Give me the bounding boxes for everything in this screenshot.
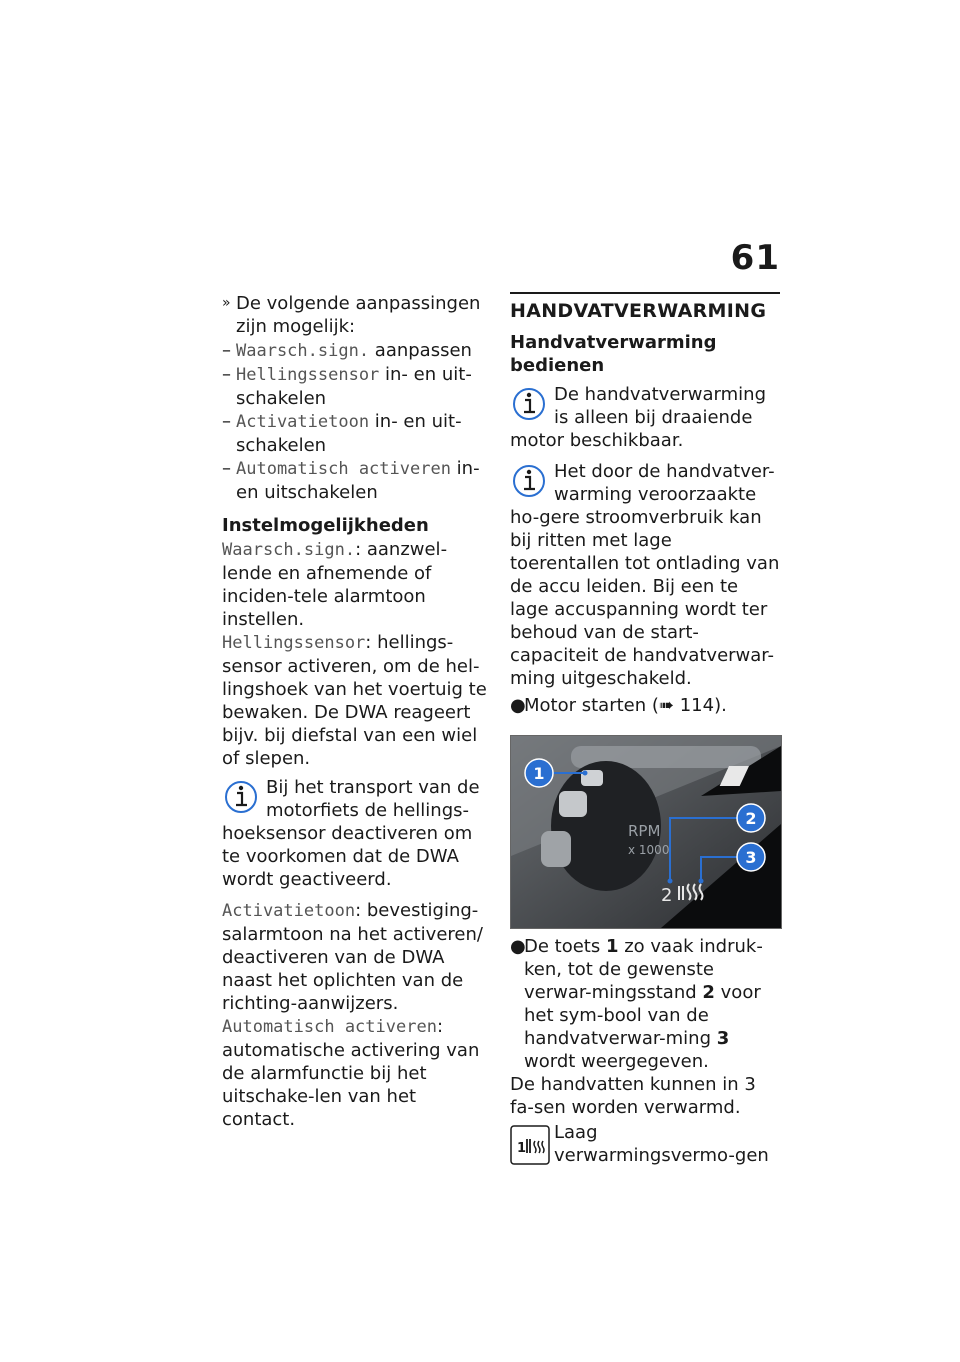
callout-3 <box>737 843 765 871</box>
list-item: – Hellingssensor in- en uit-schakelen <box>222 364 472 409</box>
result-intro: » De volgende aanpassingen zijn mogelijk: <box>222 293 481 337</box>
bullet-icon: ● <box>510 695 526 716</box>
dash-icon: – <box>222 364 231 385</box>
left-column <box>222 292 492 1131</box>
dash-icon: – <box>222 411 231 432</box>
list-item: – Activatietoon in- en uit-schakelen <box>222 411 462 456</box>
handlebar-figure <box>510 735 782 929</box>
bullet-item: ● De toets 1 zo vaak indruk-ken, tot de gewenste verwar-mingsstand 2 voor het sym-bool van de handvatverwar-ming 3 wordt weergegeven. <box>510 936 763 1072</box>
paragraph: De handvatten kunnen in 3 fa-sen worden verwarmd. <box>510 1074 756 1118</box>
grip-heating-low-icon <box>510 1125 550 1165</box>
paragraph: Hellingssensor: hellings-sensor activeren, om de hel-lingshoek van het voertuig te bewaken. De DWA reageert bijv. bij diefstal van een wiel of slepen. <box>222 632 487 769</box>
subheading: Instelmogelijkheden <box>222 515 429 536</box>
svg-text:3: 3 <box>745 848 757 867</box>
dash-icon: – <box>222 340 231 361</box>
display-heat-level: 2 <box>661 885 673 906</box>
heat-level-item: 1 Laag verwarmingsvermo-gen <box>510 1121 780 1167</box>
bullet-item: ● Motor starten (➠ 114). <box>510 695 727 716</box>
display-label-rpm: RPM <box>628 822 661 840</box>
section-title: HANDVATVERWARMING <box>510 292 780 323</box>
list-item: – Waarsch.sign. aanpassen <box>222 340 472 361</box>
info-note: Het door de handvatver-warming veroorzaakte ho-gere stroomverbruik kan bij ritten met lage toerentallen tot ontlading van de accu leiden. Bij een te lage accuspanning wordt ter behoud van de start-capaciteit de handvatverwar-ming uitgeschakeld. <box>510 461 780 689</box>
subheading: Handvatverwarming bedienen <box>510 332 717 376</box>
info-note: Bij het transport van de motorfiets de hellings-hoeksensor deactiveren om te voorkomen dat de DWA wordt geactiveerd. <box>222 777 480 890</box>
info-icon <box>510 462 550 500</box>
page-number: 61 <box>730 238 780 278</box>
callout-2 <box>737 804 765 832</box>
info-note: De handvatverwarming is alleen bij draaiende motor beschikbaar. <box>510 384 767 451</box>
info-icon <box>510 385 550 423</box>
result-arrow-icon: » <box>222 295 231 311</box>
handlebar-illustration <box>511 736 781 928</box>
right-column <box>510 292 780 1167</box>
paragraph: Activatietoon: bevestiging-salarmtoon na het activeren/ deactiveren van de DWA naast het oplichten van de richting-aanwijzers. <box>222 900 483 1014</box>
svg-text:1: 1 <box>533 764 545 783</box>
display-label-x1000: x 1000 <box>628 843 670 857</box>
paragraph: Automatisch activeren: automatische activering van de alarmfunctie bij het uitschake-len van het contact. <box>222 1016 480 1130</box>
paragraph: Waarsch.sign.: aanzwel-lende en afnemende of inciden-tele alarmtoon instellen. <box>222 539 448 630</box>
page-ref-arrow-icon: ➠ <box>658 695 674 716</box>
svg-text:2: 2 <box>745 809 757 828</box>
info-icon <box>222 778 262 816</box>
dash-icon: – <box>222 458 231 479</box>
list-item: – Automatisch activeren in- en uitschakelen <box>222 458 480 503</box>
heat-icon-level: 1 <box>517 1141 527 1156</box>
callout-1 <box>525 759 553 787</box>
bullet-icon: ● <box>510 936 526 957</box>
